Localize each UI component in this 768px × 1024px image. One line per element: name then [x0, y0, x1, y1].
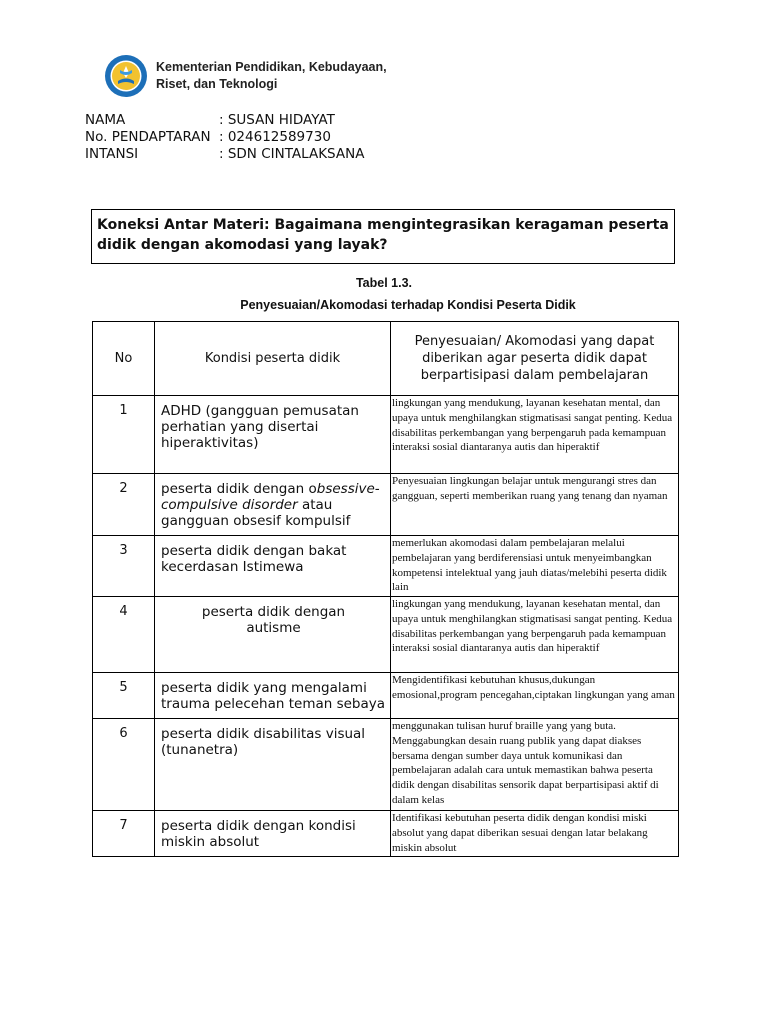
- row-no: 7: [93, 811, 155, 857]
- row-kondisi: [155, 597, 391, 673]
- header-kondisi: Kondisi peserta didik: [155, 322, 391, 396]
- header-no: No: [93, 322, 155, 396]
- row-no: 3: [93, 536, 155, 597]
- row-no: 5: [93, 673, 155, 719]
- row-penyesuaian: Mengidentifikasi kebutuhan khusus,dukungan emosional,program pencegahan,ciptakan lingkungan yang aman: [391, 673, 679, 719]
- row-penyesuaian: lingkungan yang mendukung, layanan kesehatan mental, dan upaya untuk menghilangkan stigmatisasi sangat penting. Kedua disabilitas perkembangan yang berpengaruh pada kemampuan interaksi sosial diantaranya autis dan hiperaktif: [391, 396, 679, 474]
- table-row: [93, 597, 679, 673]
- row-kondisi: peserta didik disabilitas visual (tunanetra): [155, 719, 391, 811]
- kondisi-part-a: peserta didik dengan o: [161, 481, 317, 497]
- kondisi-italic: bsessive-compulsive disorder: [161, 481, 380, 513]
- ministry-logo: [104, 54, 148, 98]
- row-penyesuaian: lingkungan yang mendukung, layanan kesehatan mental, dan upaya untuk menghilangkan stigmatisasi sangat penting. Kedua disabilitas perkembangan yang berpengaruh pada kemampuan interaksi sosial diantaranya autis dan hiperaktif: [391, 597, 679, 673]
- registration-value: : 024612589730: [219, 129, 331, 145]
- table-row: [93, 536, 679, 597]
- table-header-row: [93, 322, 679, 396]
- ministry-line-1: Kementerian Pendidikan, Kebudayaan,: [156, 60, 387, 74]
- row-kondisi: peserta didik yang mengalami trauma pelecehan teman sebaya: [155, 673, 391, 719]
- row-penyesuaian: menggunakan tulisan huruf braille yang yang buta. Menggabungkan desain ruang publik yang dapat diakses bersama dengan sumber daya untuk komunikasi dan pembelajaran adalah cara untuk memastikan bahwa peserta didik dengan disabilitas sensorik dapat berpartisipasi aktif di dalam kelas: [391, 719, 679, 811]
- row-kondisi: [155, 474, 391, 536]
- kondisi-part-b: atau gangguan obsesif kompulsif: [161, 497, 351, 529]
- table-row: [93, 811, 679, 857]
- row-kondisi: peserta didik dengan kondisi miskin absolut: [155, 811, 391, 857]
- table-row: [93, 474, 679, 536]
- kondisi-line-2: autisme: [246, 620, 301, 636]
- row-no: 1: [93, 396, 155, 474]
- row-no: 6: [93, 719, 155, 811]
- row-penyesuaian: memerlukan akomodasi dalam pembelajaran melalui pembelajaran yang berdiferensiasi untuk menyeimbangkan kompetensi intelektual yang jauh diatas/melebihi peserta didik lain: [391, 536, 679, 597]
- ministry-name: [156, 59, 387, 93]
- name-label: NAMA: [85, 112, 126, 128]
- ministry-line-2: Riset, dan Teknologi: [156, 77, 278, 91]
- table-row: [93, 396, 679, 474]
- row-penyesuaian: Identifikasi kebutuhan peserta didik dengan kondisi miski absolut yang dapat diberikan sesuai dengan latar belakang miskin absolut: [391, 811, 679, 857]
- registration-label: No. PENDAPTARAN: [85, 129, 211, 145]
- institution-label: INTANSI: [85, 146, 139, 162]
- table-title: Penyesuaian/Akomodasi terhadap Kondisi Peserta Didik: [240, 298, 576, 312]
- identity-block: [85, 112, 364, 163]
- row-kondisi: peserta didik dengan bakat kecerdasan Istimewa: [155, 536, 391, 597]
- row-no: 2: [93, 474, 155, 536]
- table-row: [93, 673, 679, 719]
- row-no: 4: [93, 597, 155, 673]
- ministry-header: [104, 54, 387, 98]
- accommodation-table: [92, 321, 679, 857]
- row-kondisi: ADHD (gangguan pemusatan perhatian yang disertai hiperaktivitas): [155, 396, 391, 474]
- header-penyesuaian: Penyesuaian/ Akomodasi yang dapat diberikan agar peserta didik dapat berpartisipasi dalam pembelajaran: [391, 322, 679, 396]
- row-penyesuaian: Penyesuaian lingkungan belajar untuk mengurangi stres dan gangguan, seperti memberikan ruang yang tenang dan nyaman: [391, 474, 679, 536]
- table-row: [93, 719, 679, 811]
- table-number: Tabel 1.3.: [355, 276, 413, 290]
- name-value: : SUSAN HIDAYAT: [219, 112, 335, 128]
- kondisi-line-1: peserta didik dengan: [201, 604, 346, 620]
- institution-value: : SDN CINTALAKSANA: [219, 146, 365, 162]
- topic-box: Koneksi Antar Materi: Bagaimana mengintegrasikan keragaman peserta didik dengan akomodasi yang layak?: [91, 209, 675, 264]
